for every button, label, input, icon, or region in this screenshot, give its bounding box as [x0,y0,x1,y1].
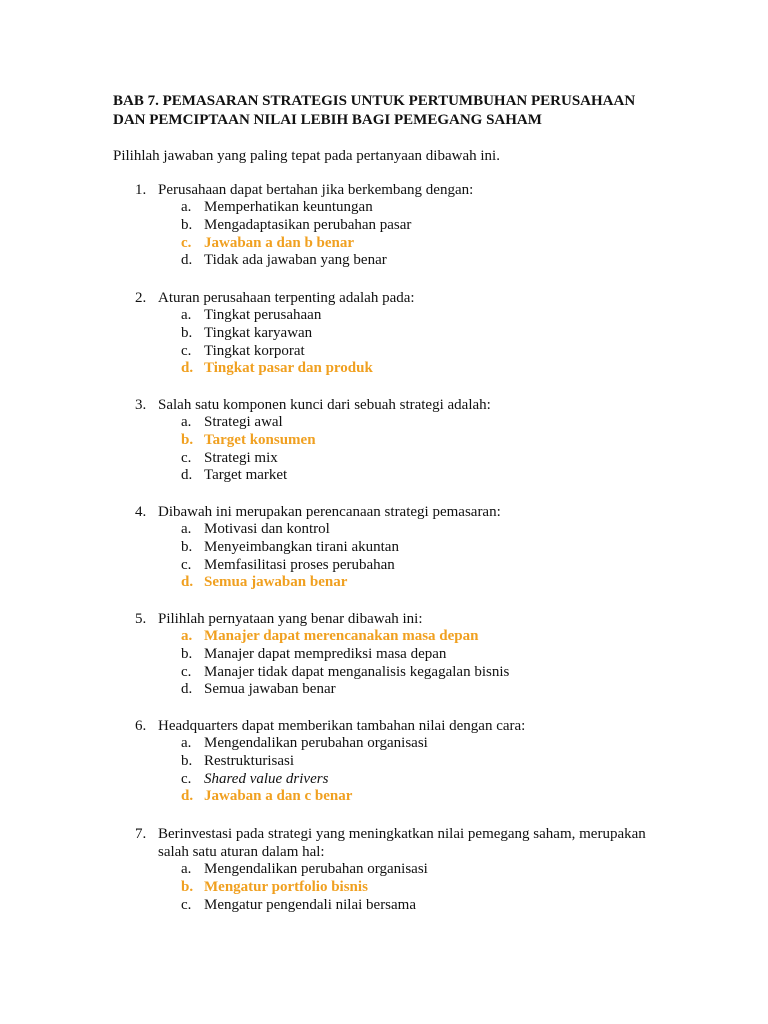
option-letter: c. [181,449,192,466]
option-a [0,735,768,753]
option-c [0,771,768,789]
option-text: Menyeimbangkan tirani akuntan [204,538,399,555]
option-letter: c. [181,770,192,787]
option-b [0,753,768,771]
option-text: Tingkat korporat [204,342,305,359]
question-stem [0,289,768,307]
option-letter: c. [181,663,192,680]
question-number: 6. [135,718,147,734]
question-stem [0,396,768,414]
option-text: Manajer dapat merencanakan masa depan [204,628,479,644]
option-text: Memfasilitasi proses perubahan [204,556,395,573]
option-letter: b. [181,645,193,662]
document-title [113,92,673,130]
option-letter: d. [181,681,193,698]
option-text: Mengatur pengendali nilai bersama [204,896,417,913]
option-text: Mengadaptasikan perubahan pasar [204,216,412,233]
option-c [0,664,768,682]
option-a [0,414,768,432]
option-letter: b. [181,878,194,895]
option-text: Semua jawaban benar [204,681,336,698]
question-stem [0,610,768,628]
option-letter: a. [181,199,192,215]
option-letter: a. [181,414,192,430]
question-stem [0,717,768,735]
option-letter: d. [181,467,193,484]
question-number: 1. [135,182,147,198]
question-number: 5. [135,611,147,627]
option-letter: b. [181,752,193,769]
question-text: Dibawah ini merupakan perencanaan strategi pemasaran: [158,504,501,520]
question-3 [0,396,768,485]
option-text: Jawaban a dan c benar [204,788,353,805]
question-stem [0,181,768,199]
option-c-correct [0,235,768,253]
option-letter: c. [181,556,192,573]
option-text: Target market [204,467,288,484]
question-1 [0,181,768,270]
question-6 [0,717,768,806]
option-a-correct [0,628,768,646]
option-text: Motivasi dan kontrol [204,521,330,537]
option-c [0,450,768,468]
option-text: Tingkat pasar dan produk [204,360,373,377]
option-text: Strategi mix [204,449,278,466]
question-text: Headquarters dapat memberikan tambahan nilai dengan cara: [158,718,526,734]
question-text: Pilihlah pernyataan yang benar dibawah ini: [158,611,423,627]
option-text: Target konsumen [204,431,316,448]
option-text: Tidak ada jawaban yang benar [204,252,387,269]
question-text-line-2: salah satu aturan dalam hal: [158,844,325,860]
option-letter: d. [181,574,194,591]
option-text: Manajer dapat memprediksi masa depan [204,645,447,662]
option-letter: d. [181,788,194,805]
option-letter: b. [181,324,193,341]
option-d-correct [0,360,768,378]
option-letter: a. [181,521,192,537]
option-d [0,252,768,270]
option-text: Memperhatikan keuntungan [204,199,373,215]
option-a [0,861,768,879]
option-text: Shared value drivers [204,770,329,787]
option-b-correct [0,432,768,450]
option-a [0,199,768,217]
option-text: Manajer tidak dapat menganalisis kegagalan bisnis [204,663,510,680]
option-text: Tingkat perusahaan [204,307,322,323]
option-c [0,557,768,575]
option-b [0,646,768,664]
option-letter: a. [181,307,192,323]
question-text: Aturan perusahaan terpenting adalah pada: [158,290,415,306]
question-stem-continued [0,843,768,861]
option-letter: a. [181,735,192,751]
option-d [0,681,768,699]
option-letter: a. [181,861,192,877]
option-d-correct [0,788,768,806]
option-b [0,217,768,235]
option-letter: c. [181,896,192,913]
option-letter: a. [181,628,193,644]
option-text: Semua jawaban benar [204,574,348,591]
option-c [0,343,768,361]
option-b [0,539,768,557]
question-stem [0,825,768,843]
question-number: 4. [135,504,147,520]
option-letter: c. [181,234,192,251]
question-4 [0,503,768,592]
option-text: Mengatur portfolio bisnis [204,878,368,895]
option-text: Jawaban a dan b benar [204,234,355,251]
question-number: 7. [135,826,147,842]
option-letter: b. [181,431,194,448]
question-text: Berinvestasi pada strategi yang meningkatkan nilai pemegang saham, merupakan [158,826,646,842]
option-c [0,897,768,915]
question-text: Perusahaan dapat bertahan jika berkembang dengan: [158,182,474,198]
option-b [0,325,768,343]
question-number: 3. [135,397,147,413]
option-text: Mengendalikan perubahan organisasi [204,861,428,877]
option-letter: d. [181,360,194,377]
question-2 [0,289,768,378]
option-letter: d. [181,252,193,269]
option-a [0,521,768,539]
option-letter: c. [181,342,192,359]
option-text: Restrukturisasi [204,752,294,769]
option-b-correct [0,879,768,897]
question-number: 2. [135,290,147,306]
question-stem [0,503,768,521]
option-text: Strategi awal [204,414,283,430]
title-line-2: DAN PEMCIPTAAN NILAI LEBIH BAGI PEMEGANG SAHAM [113,112,542,128]
option-d [0,467,768,485]
option-letter: b. [181,538,193,555]
question-7 [0,825,768,914]
title-line-1: BAB 7. PEMASARAN STRATEGIS UNTUK PERTUMBUHAN PERUSAHAAN [113,93,636,109]
instruction-text: Pilihlah jawaban yang paling tepat pada pertanyaan dibawah ini. [113,148,500,164]
option-d-correct [0,574,768,592]
question-text: Salah satu komponen kunci dari sebuah strategi adalah: [158,397,491,413]
question-5 [0,610,768,699]
option-letter: b. [181,216,193,233]
option-text: Mengendalikan perubahan organisasi [204,735,428,751]
option-a [0,307,768,325]
option-text: Tingkat karyawan [204,324,313,341]
